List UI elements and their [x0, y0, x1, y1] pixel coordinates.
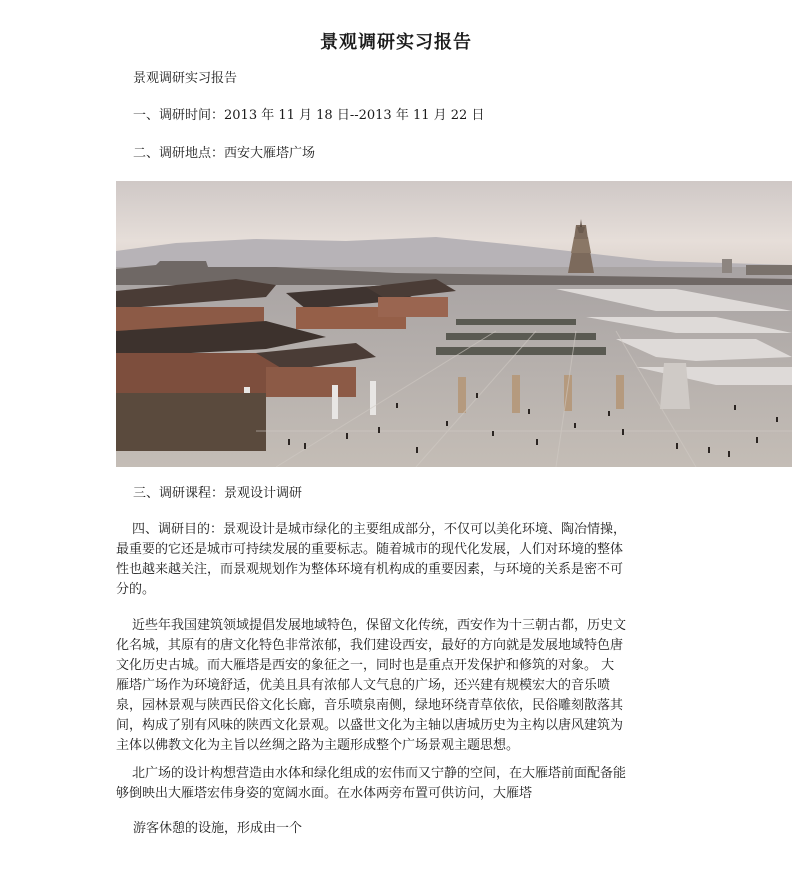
paragraph-line: 够倒映出大雁塔宏伟身姿的宽阔水面。在水体两旁布置可供访问，大雁塔 [116, 786, 533, 801]
purpose-paragraph [116, 520, 682, 600]
paragraph-line: 泉，园林景观与陕西民俗文化长廊，音乐喷泉南侧，绿地环绕青草依依，民俗雕刻散落其 [116, 698, 624, 713]
paragraph-line: 四、调研目的：景观设计是城市绿化的主要组成部分，不仅可以美化环境、陶冶情操， [132, 522, 627, 537]
paragraph-line: 最重要的它还是城市可持续发展的重要标志。随着城市的现代化发展，人们对环境的整体 [116, 542, 624, 557]
paragraph-line: 性也越来越关注，而景观规划作为整体环境有机构成的重要因素，与环境的关系是密不可 [116, 562, 624, 577]
paragraph-line: 北广场的设计构想营造由水体和绿化组成的宏伟而又宁静的空间，在大雁塔前面配备能 [132, 766, 627, 781]
right-buildings [746, 265, 792, 275]
trees-left [116, 393, 266, 451]
report-subtitle: 景观调研实习报告 [133, 71, 238, 86]
tower-building [722, 259, 732, 273]
document-title: 景观调研实习报告 [320, 32, 472, 53]
paragraph-line: 分的。 [116, 582, 156, 597]
survey-course-line: 三、调研课程：景观设计调研 [133, 486, 303, 501]
paragraph-line: 间，构成了别有风味的陕西文化景观。以盛世文化为主轴以唐城历史为主构以唐风建筑为 [116, 718, 624, 733]
survey-time-line: 一、调研时间：2013 年 11 月 18 日--2013 年 11 月 22 日 [133, 108, 485, 123]
paragraph-line: 近些年我国建筑领域提倡发展地域特色，保留文化传统，西安作为十三朝古都，历史文 [132, 618, 627, 633]
survey-place-line: 二、调研地点：西安大雁塔广场 [133, 146, 316, 161]
paragraph-line: 主体以佛教文化为主旨以丝绸之路为主题形成整个广场景观主题思想。 [116, 738, 520, 753]
monument [660, 363, 690, 409]
culture-paragraph [116, 616, 682, 756]
paragraph-line: 雁塔广场作为环境舒适，优美且具有浓郁人文气息的广场，还兴建有规模宏大的音乐喷 [116, 678, 611, 693]
paragraph-line: 化名城，其原有的唐文化特色非常浓郁，我们建设西安，最好的方向就是发展地域特色唐 [116, 638, 624, 653]
north-square-paragraph [116, 764, 682, 804]
paragraph-line: 文化历史古城。而大雁塔是西安的象征之一，同时也是重点开发保护和修筑的对象。 大 [116, 658, 615, 673]
square-photo [116, 181, 792, 467]
photo-illustration [116, 181, 792, 467]
final-line: 游客休憩的设施，形成由一个 [133, 821, 303, 836]
